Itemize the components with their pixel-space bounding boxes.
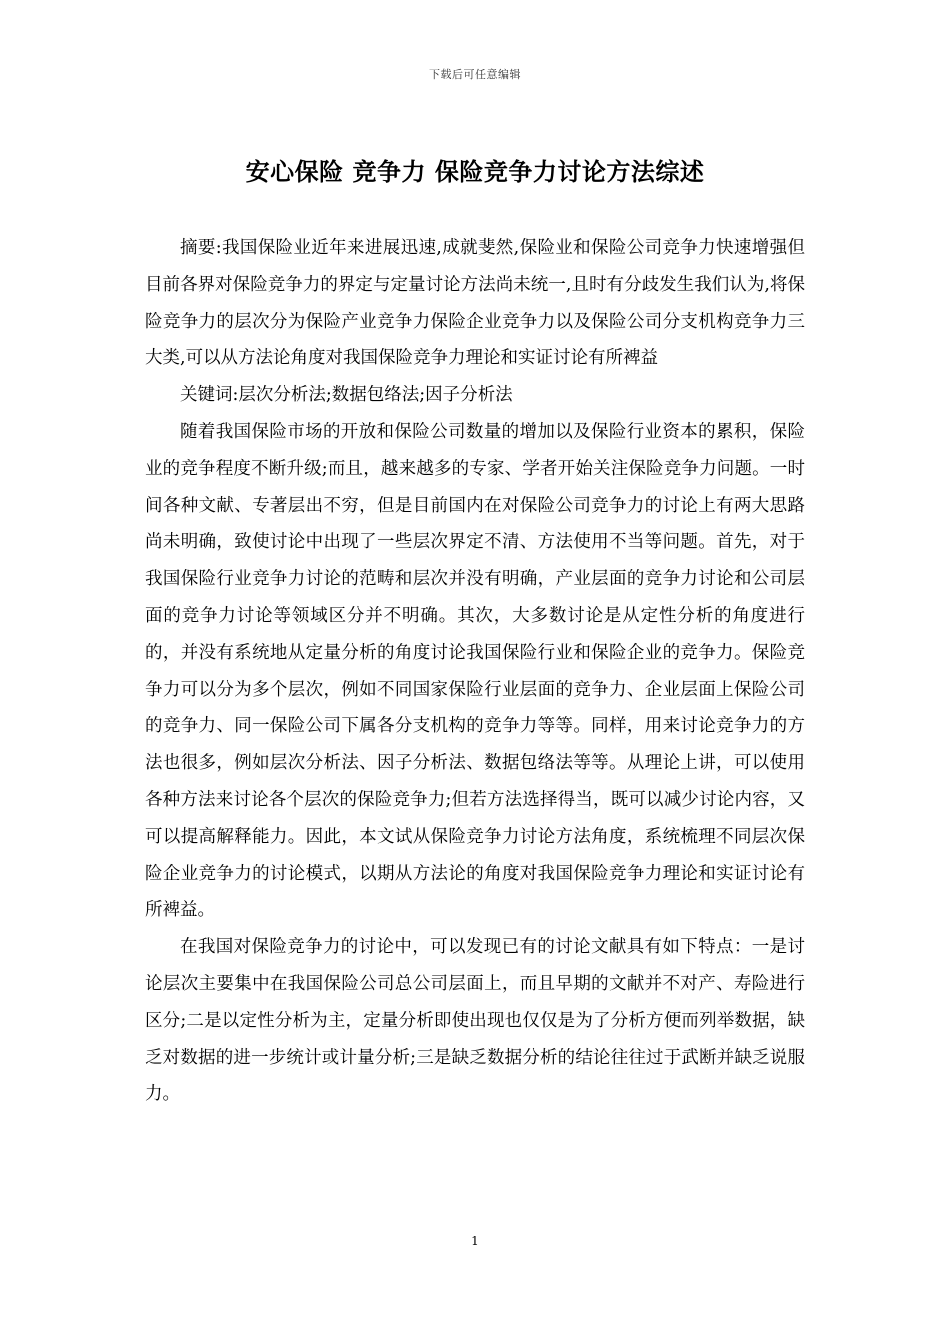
- document-title: 安心保险 竞争力 保险竞争力讨论方法综述: [245, 158, 705, 186]
- document-body: [145, 230, 805, 1113]
- keywords-paragraph: 关键词:层次分析法;数据包络法;因子分析法: [180, 385, 513, 406]
- abstract-paragraph: 摘要:我国保险业近年来进展迅速,成就斐然,保险业和保险公司竞争力快速增强但目前各界对保险竞争力的界定与定量讨论方法尚未统一,且时有分歧发生我们认为,将保险竞争力的层次分为保险产业竞争力保险企业竞争力以及保险公司分支机构竞争力三大类,可以从方法论角度对我国保险竞争力理论和实证讨论有所裨益: [145, 238, 805, 369]
- header-note: 下载后可任意编辑: [429, 68, 521, 81]
- body-paragraph: 在我国对保险竞争力的讨论中，可以发现已有的讨论文献具有如下特点：一是讨论层次主要集中在我国保险公司总公司层面上，而且早期的文献并不对产、寿险进行区分;二是以定性分析为主，定量分析即使出现也仅仅是为了分析方便而列举数据，缺乏对数据的进一步统计或计量分析;三是缺乏数据分析的结论往往过于武断并缺乏说服力。: [145, 937, 805, 1105]
- page-number: 1: [471, 1234, 479, 1248]
- body-paragraph: 随着我国保险市场的开放和保险公司数量的增加以及保险行业资本的累积，保险业的竞争程度不断升级;而且，越来越多的专家、学者开始关注保险竞争力问题。一时间各种文献、专著层出不穷，但是目前国内在对保险公司竞争力的讨论上有两大思路尚未明确，致使讨论中出现了一些层次界定不清、方法使用不当等问题。首先，对于我国保险行业竞争力讨论的范畴和层次并没有明确，产业层面的竞争力讨论和公司层面的竞争力讨论等领域区分并不明确。其次，大多数讨论是从定性分析的角度进行的，并没有系统地从定量分析的角度讨论我国保险行业和保险企业的竞争力。保险竞争力可以分为多个层次，例如不同国家保险行业层面的竞争力、企业层面上保险公司的竞争力、同一保险公司下属各分支机构的竞争力等等。同样，用来讨论竞争力的方法也很多，例如层次分析法、因子分析法、数据包络法等等。从理论上讲，可以使用各种方法来讨论各个层次的保险竞争力;但若方法选择得当，既可以减少讨论内容，又可以提高解释能力。因此，本文试从保险竞争力讨论方法角度，系统梳理不同层次保险企业竞争力的讨论模式，以期从方法论的角度对我国保险竞争力理论和实证讨论有所裨益。: [145, 421, 805, 921]
